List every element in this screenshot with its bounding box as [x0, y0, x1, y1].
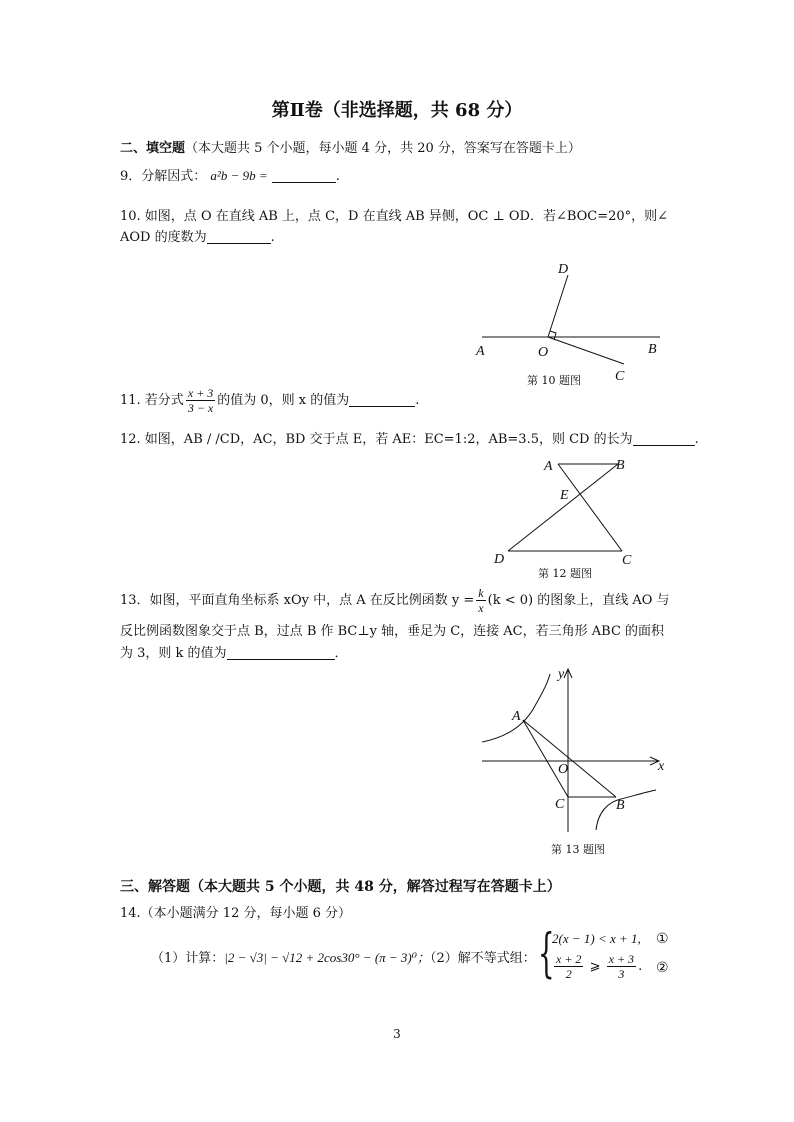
fig12-segment-bd	[508, 464, 618, 551]
q12-answer-blank	[633, 431, 695, 446]
fig13-label-o: O	[558, 762, 569, 777]
fig13-label-b: B	[616, 798, 625, 813]
q14-ineq2-rhs-den: 3	[618, 967, 625, 981]
q11-answer-blank	[349, 392, 415, 407]
q11-prefix: 11. 若分式	[120, 393, 184, 408]
question-11	[120, 386, 419, 416]
fig12-segment-ac	[558, 464, 622, 551]
q14-ineq2-operator: ⩾	[589, 959, 601, 974]
fig13-segment-ac	[523, 720, 568, 797]
q13-denominator: x	[478, 601, 484, 615]
fig13-label-y: y	[558, 667, 565, 682]
q11-denominator: 3 − x	[187, 401, 214, 415]
question-13-line1	[120, 585, 670, 617]
q14-ineq2-lhs-num: x + 2	[556, 952, 582, 966]
q12-end: .	[694, 432, 699, 447]
fig10-label-o: O	[538, 345, 549, 360]
fig12-label-a: A	[544, 459, 553, 474]
page-number: 3	[393, 1027, 401, 1041]
fig13-label-x: x	[658, 759, 665, 774]
question-9	[120, 166, 340, 187]
q9-answer-blank	[272, 168, 336, 183]
fig13-label-a: A	[512, 709, 521, 724]
fig12-label-e: E	[560, 488, 569, 503]
q14-ineq2-end: .	[638, 959, 643, 974]
q14-part2-prefix: （2）解不等式组：	[429, 951, 536, 966]
q13-numerator: k	[478, 586, 484, 600]
figure-13-caption: 第 13 题图	[551, 843, 605, 856]
q11-fraction	[186, 386, 215, 415]
question-14-header: 14.（本小题满分 12 分，每小题 6 分）	[120, 906, 352, 921]
q12-text: 12. 如图，AB / /CD，AC，BD 交于点 E，若 AE：EC=1:2，AB=3.5，则 CD 的长为	[120, 432, 633, 447]
q14-ineq2-lhs	[554, 952, 583, 981]
q10-line2-prefix: AOD 的度数为	[120, 230, 207, 245]
fig10-ray-oc	[548, 337, 624, 364]
page-title: 第Ⅱ卷（非选择题，共 68 分）	[271, 100, 523, 121]
figure-10-caption: 第 10 题图	[527, 374, 581, 387]
figure-12-diagram	[488, 452, 638, 570]
q14-inequality-1: 2(x − 1) < x + 1,	[552, 931, 641, 946]
q10-end: .	[270, 230, 275, 245]
q11-end: .	[415, 393, 420, 408]
figure-10-diagram	[470, 255, 680, 390]
q14-ineq2-rhs	[607, 952, 636, 981]
q9-expression: a²b − 9b =	[210, 168, 268, 183]
q9-end: .	[335, 169, 340, 184]
question-10-line1: 10. 如图，点 O 在直线 AB 上，点 C，D 在直线 AB 异侧，OC ⊥ OD．若∠BOC=20°，则∠	[120, 209, 669, 224]
fig10-label-c: C	[615, 369, 625, 384]
q14-inequality-2	[552, 950, 642, 984]
q10-answer-blank	[207, 229, 271, 244]
fig12-label-d: D	[494, 552, 505, 567]
figure-13-diagram	[478, 662, 673, 837]
q13-end: ．	[334, 646, 348, 661]
fig10-label-a: A	[476, 344, 485, 359]
q14-system-brace: {	[538, 924, 555, 984]
q9-prefix: 9．分解因式：	[120, 169, 207, 184]
q14-part1-expression: |2 − √3| − √12 + 2cos30° − (π − 3)⁰；	[224, 950, 430, 965]
fig12-label-c: C	[622, 553, 632, 568]
q13-fraction	[476, 586, 485, 615]
q13-answer-blank	[227, 645, 335, 660]
question-13-line2: 反比例函数图象交于点 B，过点 B 作 BC⊥y 轴，垂足为 C，连接 AC，若三角形 ABC 的面积	[120, 624, 665, 639]
fig10-ray-od	[548, 275, 568, 337]
question-13-line3	[120, 644, 348, 664]
fig12-label-b: B	[616, 458, 625, 473]
q14-mark-1: ①	[656, 931, 669, 947]
fig13-curve-upper-left	[482, 674, 550, 742]
section-2-heading-line	[120, 139, 581, 159]
question-14-part1	[151, 948, 536, 969]
fig10-label-b: B	[648, 342, 657, 357]
q14-mark-2: ②	[656, 960, 669, 976]
q11-suffix: 的值为 0，则 x 的值为	[217, 393, 350, 408]
section-3-heading: 三、解答题（本大题共 5 个小题，共 48 分，解答过程写在答题卡上）	[120, 879, 561, 895]
fig10-label-d: D	[558, 262, 569, 277]
figure-12-caption: 第 12 题图	[538, 567, 592, 580]
question-10-line2	[120, 228, 275, 248]
fig13-line-ab	[523, 720, 616, 797]
q11-numerator: x + 3	[187, 386, 214, 400]
q13-line1-prefix: 13．如图，平面直角坐标系 xOy 中，点 A 在反比例函数 y =	[120, 593, 475, 608]
question-12	[120, 430, 699, 450]
fig13-label-c: C	[555, 797, 565, 812]
section-2-heading: 二、填空题	[120, 141, 186, 156]
q14-ineq2-rhs-num: x + 3	[608, 952, 635, 966]
q14-part1-prefix: （1）计算：	[151, 951, 225, 966]
section-2-note: （本大题共 5 个小题，每小题 4 分，共 20 分，答案写在答题卡上）	[185, 141, 581, 156]
q14-ineq2-lhs-den: 2	[565, 967, 572, 981]
q13-line1-suffix: (k < 0) 的图象上，直线 AO 与	[487, 593, 670, 608]
fig13-curve-lower-right	[596, 790, 656, 830]
q13-line3-prefix: 为 3，则 k 的值为	[120, 646, 227, 661]
